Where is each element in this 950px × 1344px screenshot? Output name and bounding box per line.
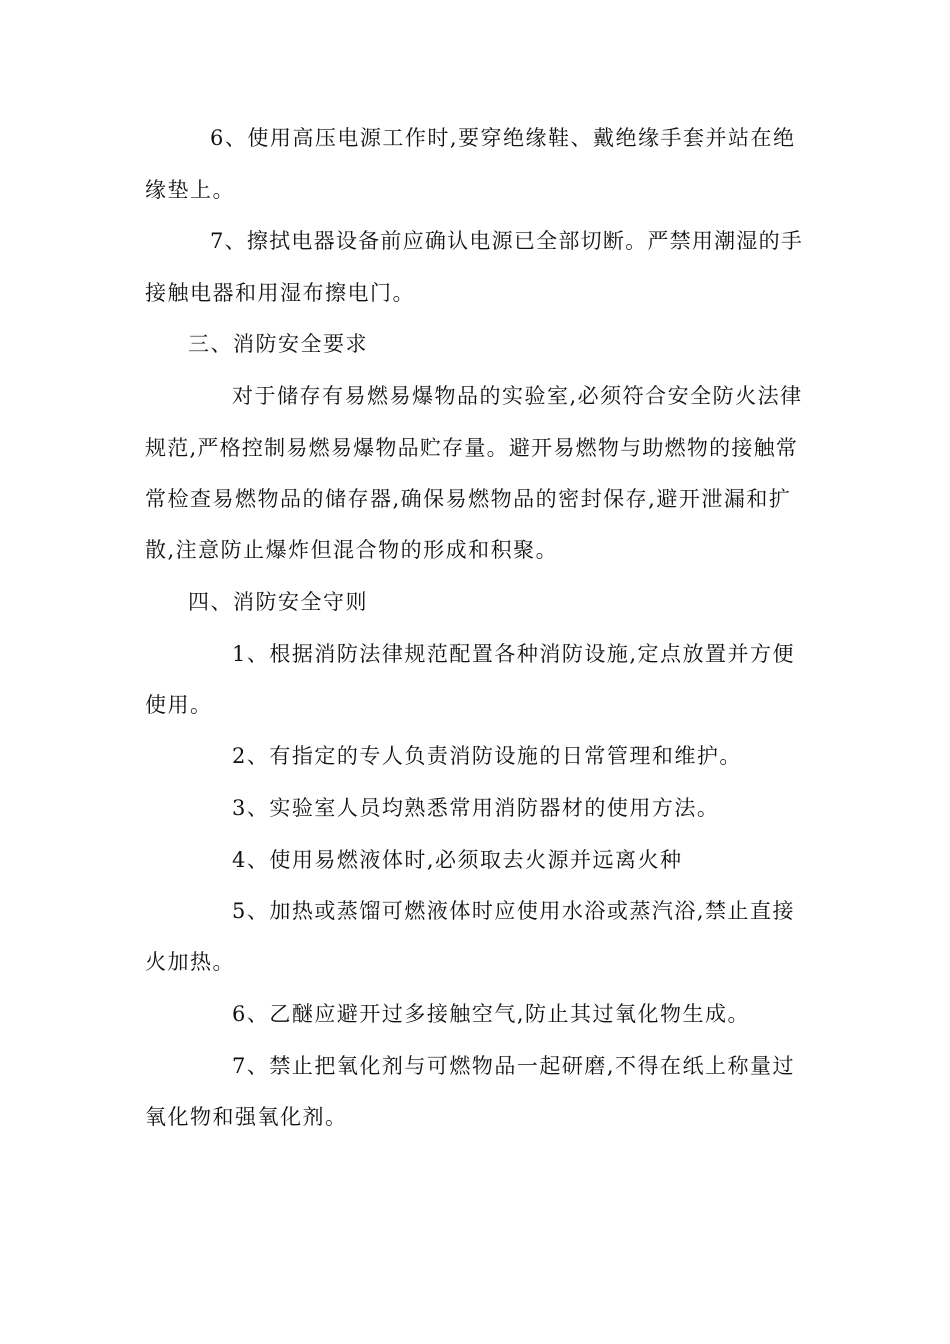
paragraph-line: 7、禁止把氧化剂与可燃物品一起研磨,不得在纸上称量过 <box>232 1054 796 1078</box>
paragraph-line: 6、乙醚应避开过多接触空气,防止其过氧化物生成。 <box>232 1002 751 1026</box>
paragraph-line: 氧化物和强氧化剂。 <box>145 1105 348 1129</box>
paragraph-line: 规范,严格控制易燃易爆物品贮存量。避开易燃物与助燃物的接触常 <box>145 436 799 460</box>
paragraph-line: 2、有指定的专人负责消防设施的日常管理和维护。 <box>232 744 742 768</box>
paragraph-line: 7、擦拭电器设备前应确认电源已全部切断。严禁用潮湿的手 <box>210 229 804 253</box>
paragraph-line: 3、实验室人员均熟悉常用消防器材的使用方法。 <box>232 796 720 820</box>
paragraph-line: 对于储存有易燃易爆物品的实验室,必须符合安全防火法律 <box>232 384 803 408</box>
paragraph-line: 5、加热或蒸馏可燃液体时应使用水浴或蒸汽浴,禁止直接 <box>232 899 796 923</box>
section-heading: 四、消防安全守则 <box>188 590 368 614</box>
paragraph-line: 6、使用高压电源工作时,要穿绝缘鞋、戴绝缘手套并站在绝 <box>210 126 796 150</box>
paragraph-line: 常检查易燃物品的储存器,确保易燃物品的密封保存,避开泄漏和扩 <box>145 487 792 511</box>
paragraph-line: 使用。 <box>145 693 213 717</box>
paragraph-line: 火加热。 <box>145 950 235 974</box>
paragraph-line: 缘垫上。 <box>145 178 235 202</box>
section-heading: 三、消防安全要求 <box>188 332 368 356</box>
paragraph-line: 1、根据消防法律规范配置各种消防设施,定点放置并方便 <box>232 642 796 666</box>
paragraph-line: 4、使用易燃液体时,必须取去火源并远离火种 <box>232 848 683 872</box>
paragraph-line: 散,注意防止爆炸但混合物的形成和积聚。 <box>145 538 559 562</box>
paragraph-line: 接触电器和用湿布擦电门。 <box>145 281 415 305</box>
